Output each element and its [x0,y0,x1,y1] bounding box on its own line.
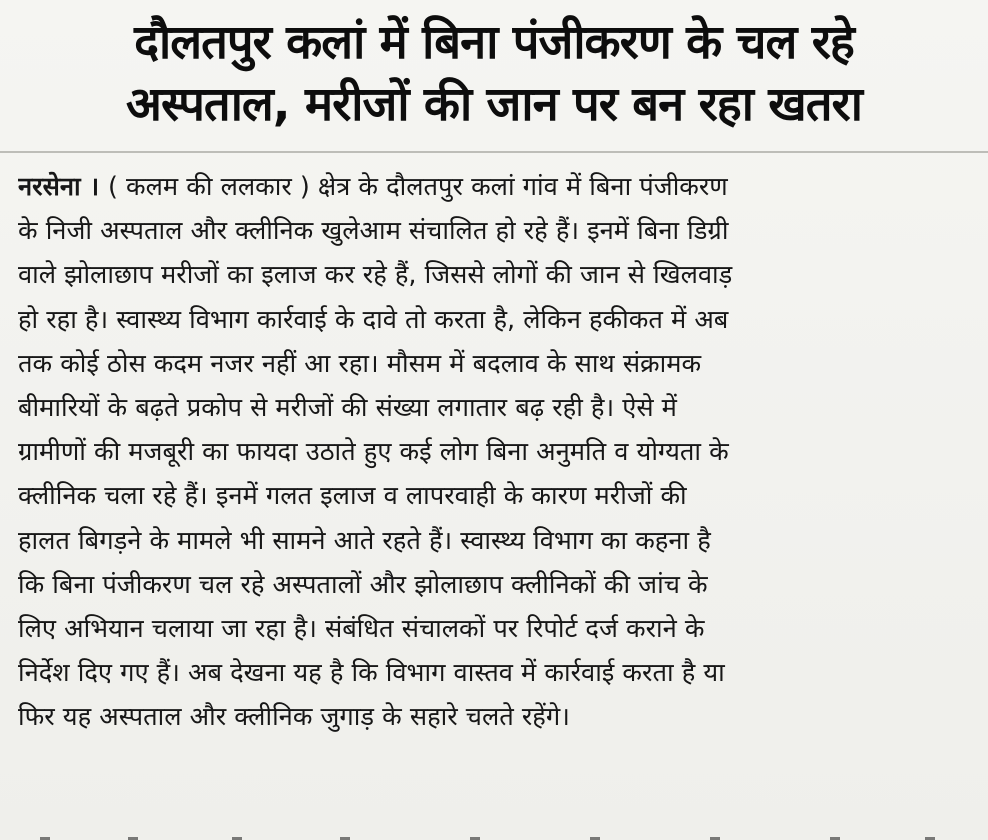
article-line-8: क्लीनिक चला रहे हैं। इनमें गलत इलाज व लापरवाही के कारण मरीजों की [18,481,687,512]
article-line-1-text: ( कलम की ललकार ) क्षेत्र के दौलतपुर कलां गांव में बिना पंजीकरण [108,172,728,202]
article-line-13: फिर यह अस्पताल और क्लीनिक जुगाड़ के सहारे चलते रहेंगे। [18,702,570,733]
article-line-12: निर्देश दिए गए हैं। अब देखना यह है कि विभाग वास्तव में कार्रवाई करता है या [18,658,725,689]
article-line-11: लिए अभियान चलाया जा रहा है। संबंधित संचालकों पर रिपोर्ट दर्ज कराने के [18,614,705,645]
headline-divider [0,151,988,153]
article-line-5: तक कोई ठोस कदम नजर नहीं आ रहा। मौसम में बदलाव के साथ संक्रामक [18,348,702,379]
article-line-9: हालत बिगड़ने के मामले भी सामने आते रहते हैं। स्वास्थ्य विभाग का कहना है [18,525,711,556]
headline-line-2: अस्पताल, मरीजों की जान पर बन रहा खतरा [126,77,862,132]
article-line-2: के निजी अस्पताल और क्लीनिक खुलेआम संचालित हो रहे हैं। इनमें बिना डिग्री [18,216,729,247]
article-line-4: हो रहा है। स्वास्थ्य विभाग कार्रवाई के दावे तो करता है, लेकिन हकीकत में अब [18,304,729,335]
article-line-7: ग्रामीणों की मजबूरी का फायदा उठाते हुए कई लोग बिना अनुमति व योग्यता के [18,437,729,468]
article-line-10: कि बिना पंजीकरण चल रहे अस्पतालों और झोलाछाप क्लीनिकों की जांच के [18,569,708,600]
article-body [18,165,970,740]
article-line-1 [18,165,970,209]
article-line-6: बीमारियों के बढ़ते प्रकोप से मरीजों की संख्या लगातार बढ़ रही है। ऐसे में [18,393,677,424]
article-line-3: वाले झोलाछाप मरीजों का इलाज कर रहे हैं, जिससे लोगों की जान से खिलवाड़ [18,260,733,291]
headline-line-1: दौलतपुर कलां में बिना पंजीकरण के चल रहे [134,15,854,70]
dateline: नरसेना । [18,172,108,202]
cut-off-next-line [0,830,988,840]
headline [18,12,970,136]
